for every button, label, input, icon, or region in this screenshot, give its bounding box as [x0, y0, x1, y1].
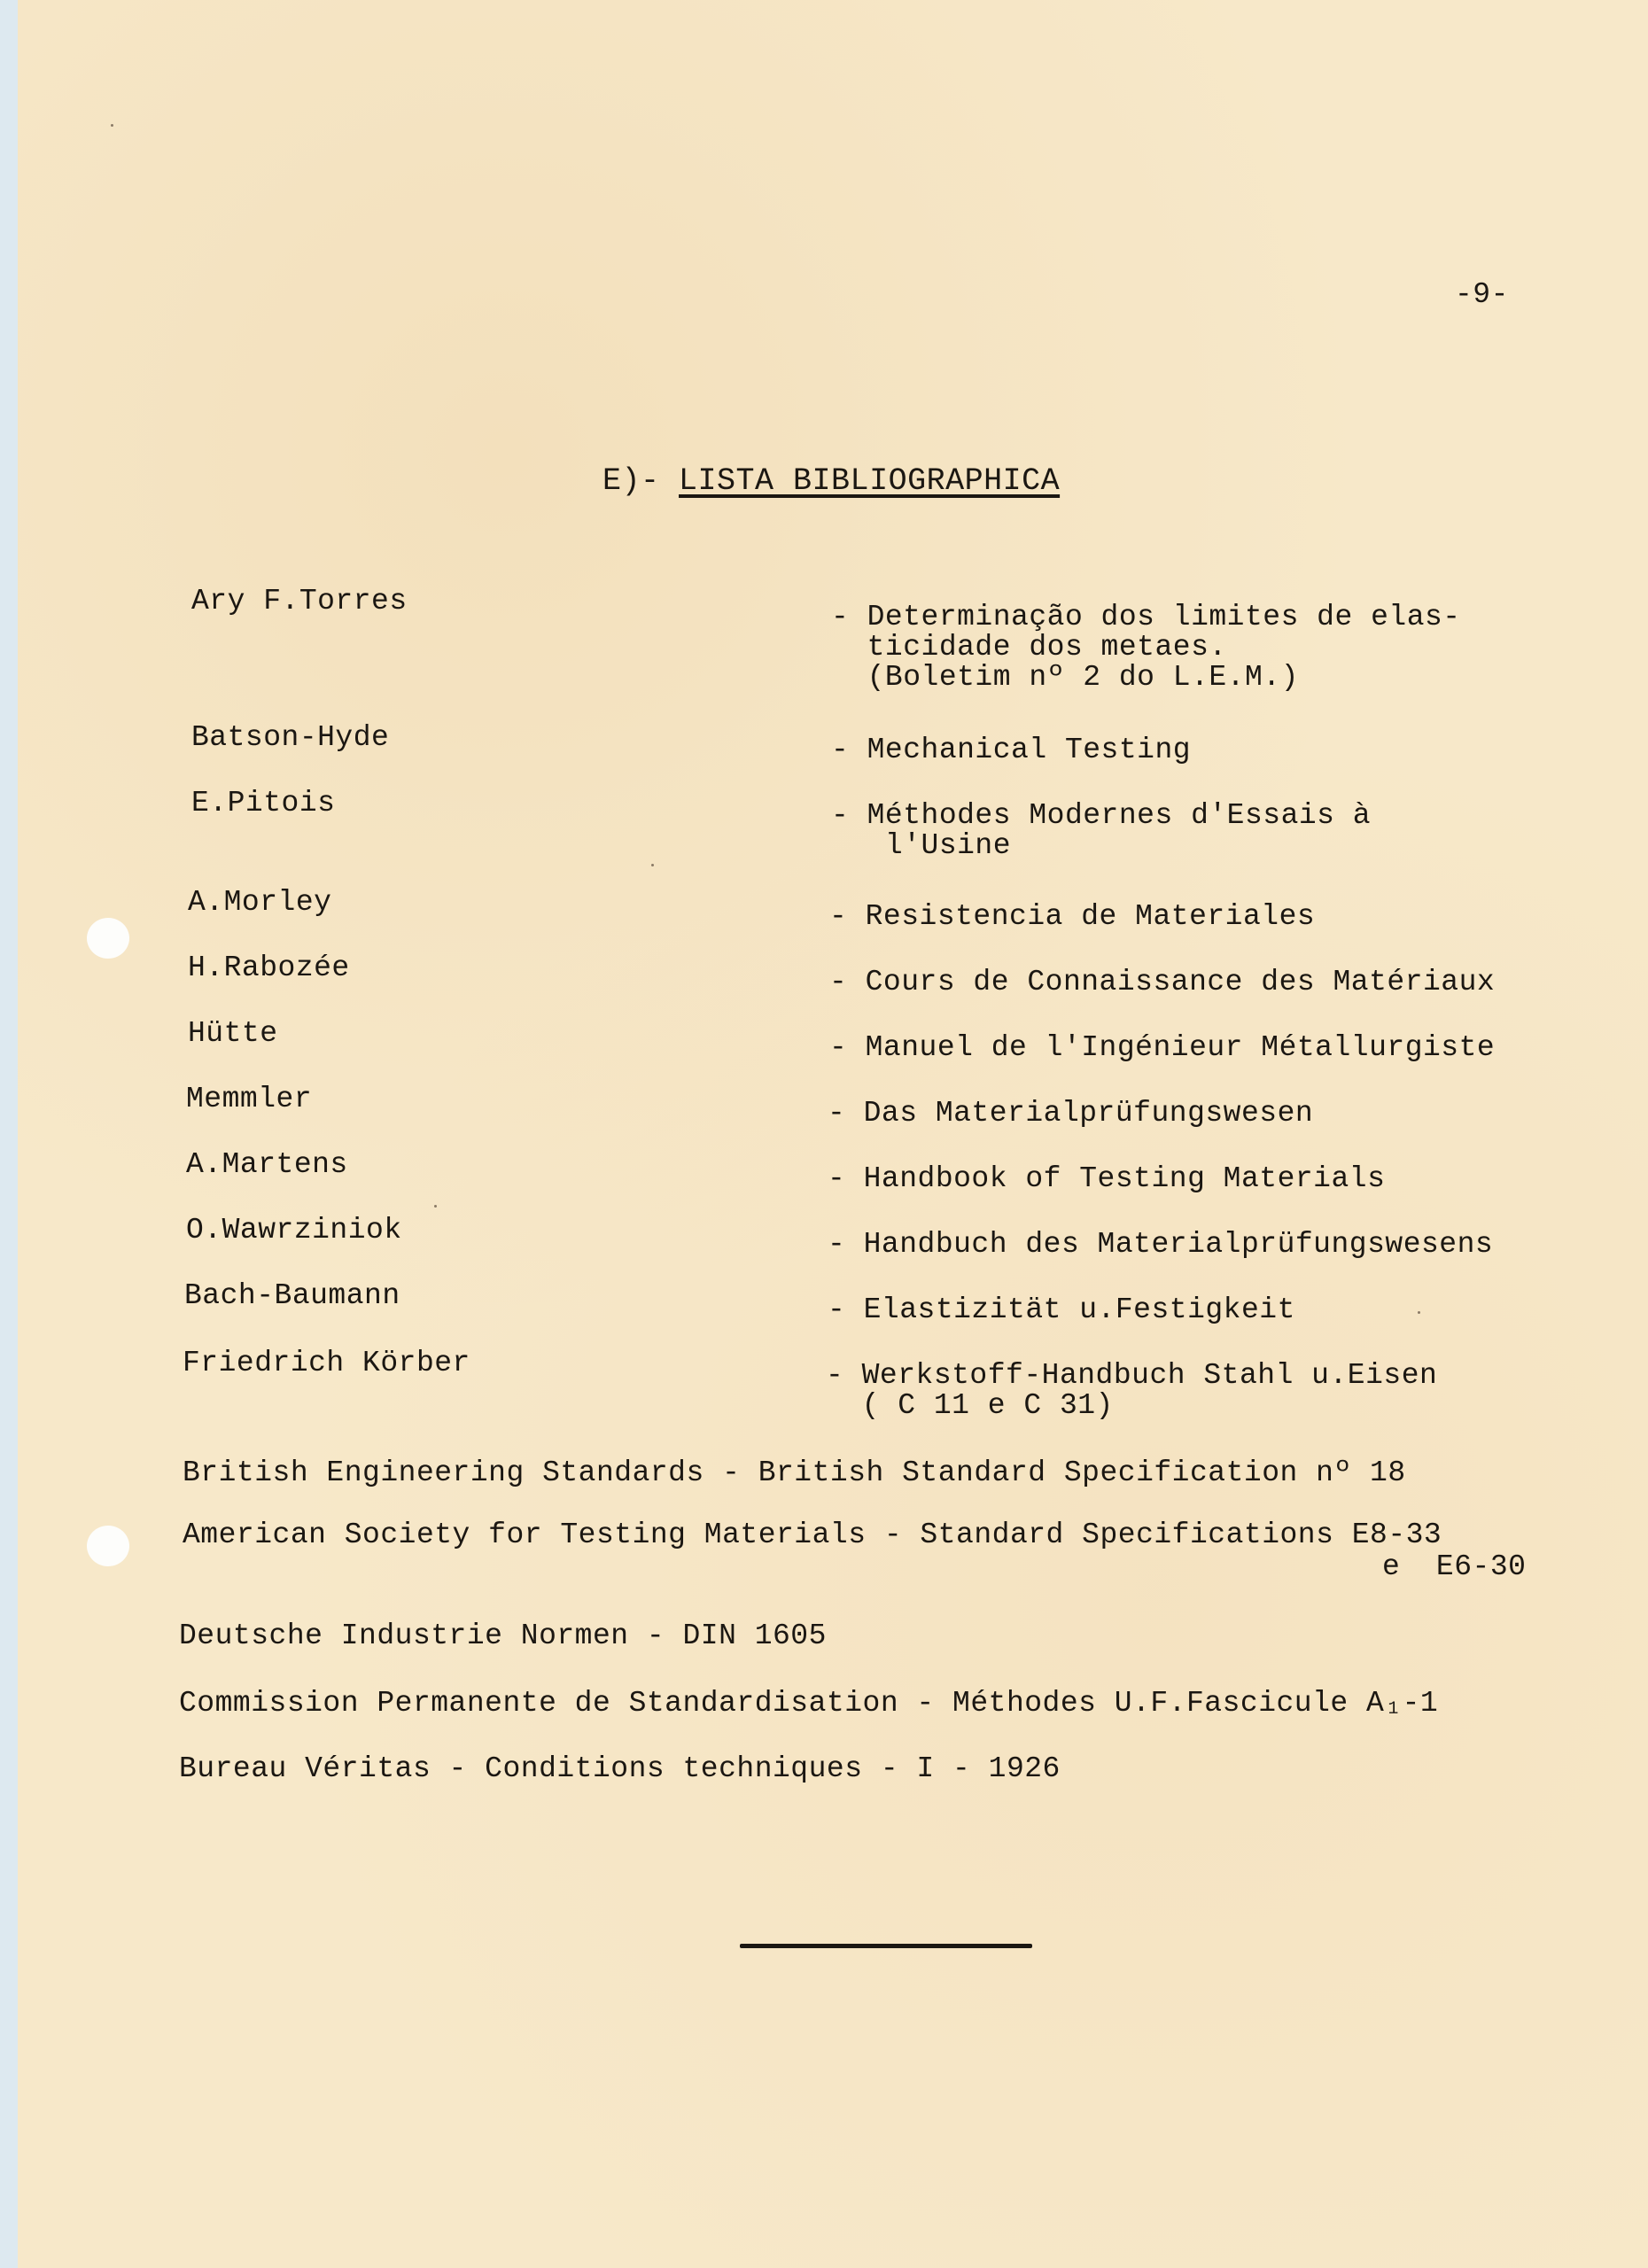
- author: Memmler: [186, 1083, 313, 1115]
- work-title: ticidade dos metaes.: [831, 631, 1227, 664]
- author: Batson-Hyde: [191, 721, 390, 754]
- document-page: [18, 0, 1648, 2268]
- author: O.Wawrziniok: [186, 1214, 402, 1247]
- paper-speck: [111, 124, 113, 127]
- punch-hole-top: [87, 918, 129, 959]
- standard-entry: Deutsche Industrie Normen - DIN 1605: [179, 1619, 827, 1652]
- standard-entry: e E6-30: [1382, 1550, 1527, 1583]
- author: A.Morley: [188, 886, 332, 919]
- section-heading: [602, 463, 1061, 499]
- work-title: - Cours de Connaissance des Matériaux: [829, 966, 1496, 998]
- page-number: -9-: [1455, 278, 1509, 311]
- closing-rule: [740, 1944, 1032, 1948]
- author: Hütte: [188, 1017, 278, 1050]
- standard-entry: Bureau Véritas - Conditions techniques - I - 1926: [179, 1752, 1061, 1785]
- author: Friedrich Körber: [183, 1347, 470, 1379]
- work-title: - Elastizität u.Festigkeit: [828, 1293, 1295, 1326]
- work-title: (Boletim nº 2 do L.E.M.): [831, 661, 1299, 694]
- author: H.Rabozée: [188, 951, 350, 984]
- paper-speck: [1418, 1311, 1420, 1314]
- author: Ary F.Torres: [191, 585, 408, 617]
- author: Bach-Baumann: [184, 1279, 400, 1312]
- heading-prefix: E)-: [602, 463, 660, 499]
- standard-entry: British Engineering Standards - British Standard Specification nº 18: [183, 1456, 1406, 1489]
- work-title: - Handbuch des Materialprüfungswesens: [828, 1228, 1494, 1261]
- work-title: - Manuel de l'Ingénieur Métallurgiste: [829, 1031, 1496, 1064]
- paper-speck: [434, 1205, 437, 1208]
- author: E.Pitois: [191, 787, 336, 819]
- work-title: l'Usine: [831, 829, 1012, 862]
- punch-hole-bottom: [87, 1526, 129, 1566]
- work-title: - Das Materialprüfungswesen: [828, 1097, 1314, 1130]
- author: A.Martens: [186, 1148, 348, 1181]
- standard-entry: Commission Permanente de Standardisation - Méthodes U.F.Fascicule A₁-1: [179, 1687, 1439, 1720]
- work-title: - Werkstoff-Handbuch Stahl u.Eisen: [826, 1359, 1438, 1392]
- work-title: - Resistencia de Materiales: [829, 900, 1316, 933]
- paper-speck: [651, 864, 654, 866]
- work-title: - Méthodes Modernes d'Essais à: [831, 799, 1372, 832]
- work-title: - Mechanical Testing: [831, 734, 1192, 766]
- work-title: ( C 11 e C 31): [826, 1389, 1114, 1422]
- standard-entry: American Society for Testing Materials - Standard Specifications E8-33: [183, 1518, 1442, 1551]
- work-title: - Determinação dos limites de elas-: [831, 601, 1461, 633]
- work-title: - Handbook of Testing Materials: [828, 1162, 1386, 1195]
- heading-title: LISTA BIBLIOGRAPHICA: [679, 463, 1061, 499]
